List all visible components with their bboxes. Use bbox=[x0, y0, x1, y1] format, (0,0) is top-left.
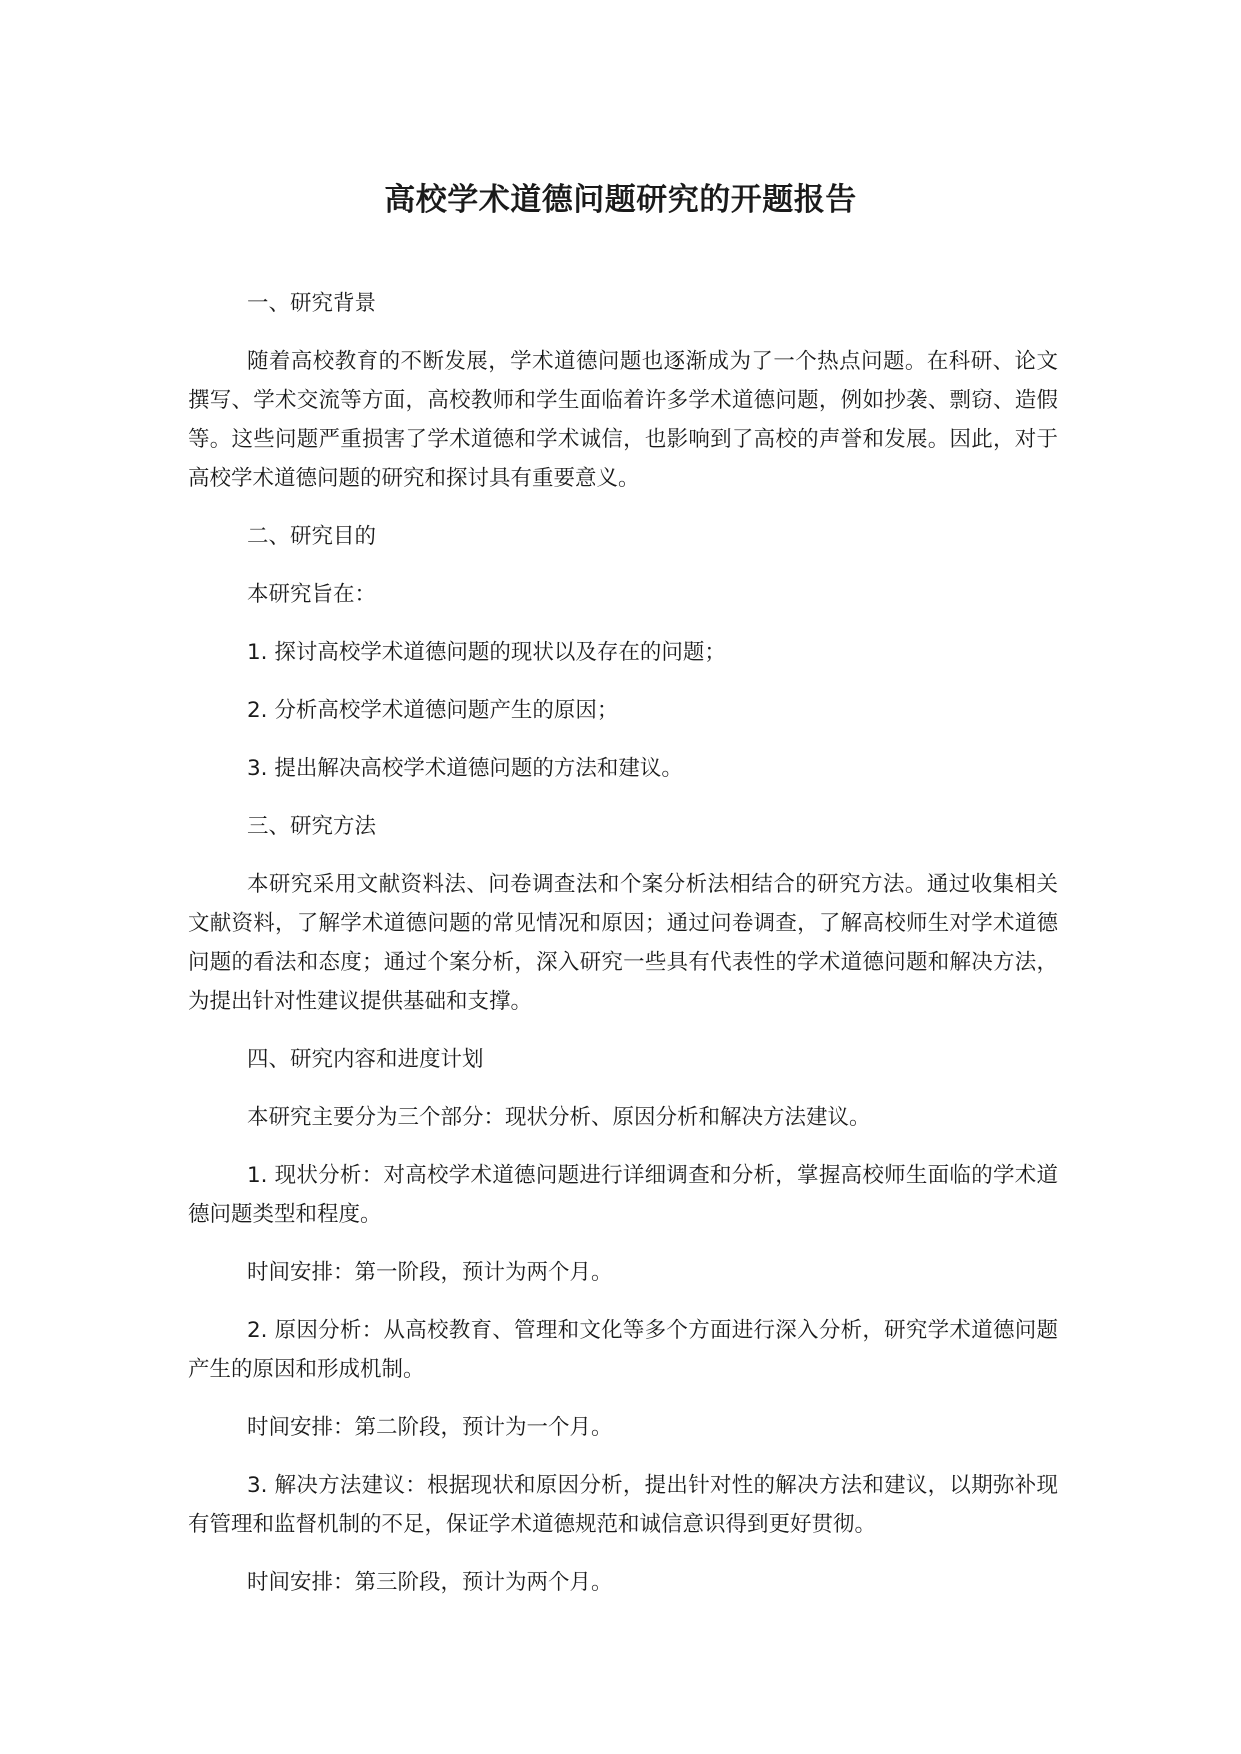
document-title: 高校学术道德问题研究的开题报告 bbox=[384, 182, 857, 218]
purpose-item-1: 1. 探讨高校学术道德问题的现状以及存在的问题； bbox=[247, 640, 726, 665]
paragraph-content-intro: 本研究主要分为三个部分：现状分析、原因分析和解决方法建议。 bbox=[247, 1105, 871, 1130]
paragraph-background: 随着高校教育的不断发展，学术道德问题也逐渐成为了一个热点问题。在科研、论文撰写、学术交流等方面，高校教师和学生面临着许多学术道德问题，例如抄袭、剽窃、造假等。这些问题严重损害了学术道德和学术诚信，也影响到了高校的声誉和发展。因此，对于高校学术道德问题的研究和探讨具有重要意义。 bbox=[188, 349, 1058, 491]
schedule-item-3: 时间安排：第三阶段，预计为两个月。 bbox=[247, 1570, 613, 1595]
content-item-1: 1. 现状分析：对高校学术道德问题进行详细调查和分析，掌握高校师生面临的学术道德问题类型和程度。 bbox=[188, 1163, 1058, 1227]
schedule-item-2: 时间安排：第二阶段，预计为一个月。 bbox=[247, 1415, 613, 1440]
purpose-item-2: 2. 分析高校学术道德问题产生的原因； bbox=[247, 698, 619, 723]
section-heading-method: 三、研究方法 bbox=[247, 814, 377, 839]
content-item-2: 2. 原因分析：从高校教育、管理和文化等多个方面进行深入分析，研究学术道德问题产生的原因和形成机制。 bbox=[188, 1318, 1058, 1382]
content-item-3: 3. 解决方法建议：根据现状和原因分析，提出针对性的解决方法和建议，以期弥补现有管理和监督机制的不足，保证学术道德规范和诚信意识得到更好贯彻。 bbox=[188, 1473, 1058, 1537]
section-heading-content-plan: 四、研究内容和进度计划 bbox=[247, 1047, 484, 1072]
section-heading-purpose: 二、研究目的 bbox=[247, 524, 377, 549]
purpose-item-3: 3. 提出解决高校学术道德问题的方法和建议。 bbox=[247, 756, 683, 781]
document-body bbox=[188, 284, 1058, 1621]
paragraph-purpose-intro: 本研究旨在： bbox=[247, 582, 377, 607]
schedule-item-1: 时间安排：第一阶段，预计为两个月。 bbox=[247, 1260, 613, 1285]
paragraph-method: 本研究采用文献资料法、问卷调查法和个案分析法相结合的研究方法。通过收集相关文献资料，了解学术道德问题的常见情况和原因；通过问卷调查，了解高校师生对学术道德问题的看法和态度；通过个案分析，深入研究一些具有代表性的学术道德问题和解决方法，为提出针对性建议提供基础和支撑。 bbox=[188, 872, 1058, 1014]
section-heading-background: 一、研究背景 bbox=[247, 291, 377, 316]
